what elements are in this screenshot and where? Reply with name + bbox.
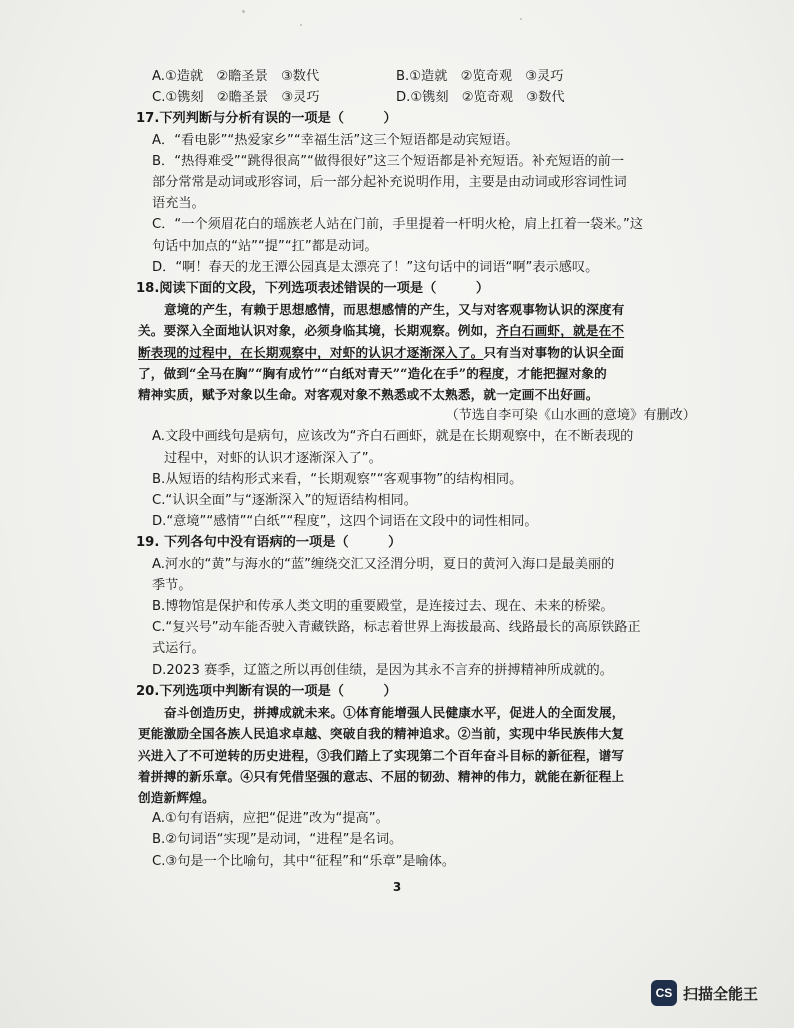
q19-option-b: B.博物馆是保护和传承人类文明的重要殿堂，是连接过去、现在、未来的桥梁。 <box>152 599 614 615</box>
q18-option-d: D.“意境”“感情”“白纸”“程度”，这四个词语在文段中的词性相同。 <box>152 514 538 530</box>
q20-option-c: C.③句是一个比喻句，其中“征程”和“乐章”是喻体。 <box>152 853 456 869</box>
q17-title: 17.下列判断与分析有误的一项是（ ） <box>136 111 397 127</box>
q17-option-b-line2: 部分常常是动词或形容词，后一部分起补充说明作用，主要是由动词或形容词性词 <box>152 175 627 191</box>
q19-option-a-line2: 季节。 <box>152 577 192 593</box>
q19-title: 19. 下列各句中没有语病的一项是（ ） <box>136 535 402 551</box>
q20-option-a: A.①句有语病，应把“促进”改为“提高”。 <box>152 811 389 827</box>
q18-passage-line1: 意境的产生，有赖于思想感情，而思想感情的产生，又与对客观事物认识的深度有 <box>164 302 625 318</box>
q18-passage-line3-text: 只有当对事物的认识全面 <box>483 344 625 360</box>
q19-option-a-line1: A.河水的“黄”与海水的“蓝”缠绕交汇又泾渭分明，夏日的黄河入海口是最美丽的 <box>152 556 615 572</box>
q17-option-b-line3: 语充当。 <box>152 196 205 212</box>
q16-option-c: C.①镌刻 ②瞻圣景 ③灵巧 <box>152 90 320 106</box>
q18-option-b: B.从短语的结构形式来看，“长期观察”“客观事物”的结构相同。 <box>152 471 523 487</box>
q19-option-d: D.2023 赛季，辽篮之所以再创佳绩，是因为其永不言弃的拼搏精神所成就的。 <box>152 662 613 678</box>
camscanner-logo-icon: CS <box>651 980 677 1006</box>
q19-option-c-line2: 式运行。 <box>152 641 205 657</box>
exam-content <box>138 66 698 872</box>
watermark-text: 扫描全能王 <box>682 984 758 1003</box>
q18-option-a-line1: A.文段中画线句是病句，应该改为“齐白石画虾，就是在长期观察中，在不断表现的 <box>152 429 634 445</box>
q18-title: 18.阅读下面的文段，下列选项表述错误的一项是（ ） <box>136 281 490 297</box>
q17-option-b-line1: B．“热得难受”“跳得很高”“做得很好”这三个短语都是补充短语。补充短语的前一 <box>152 153 625 169</box>
q20-passage-line3: 兴进入了不可逆转的历史进程，③我们踏上了实现第二个百年奋斗目标的新征程，谱写 <box>138 747 625 763</box>
q16-options-row-2 <box>138 87 698 108</box>
q20-passage-line2: 更能激励全国各族人民追求卓越、突破自我的精神追求。②当前，实现中华民族伟大复 <box>138 726 625 742</box>
q19-option-c-line1: C.“复兴号”动车能否驶入青藏铁路，标志着世界上海拔最高、线路最长的高原铁路正 <box>152 620 641 636</box>
scan-speck <box>520 18 522 20</box>
page-number: 3 <box>392 880 402 894</box>
q20-option-b: B.②句词语“实现”是动词，“进程”是名词。 <box>152 832 403 848</box>
q16-option-b: B.①造就 ②览奇观 ③灵巧 <box>396 69 564 84</box>
q18-passage-line4: 了，做到“全马在胸”“胸有成竹”“白纸对青天”“造化在手”的程度，才能把握对象的 <box>138 365 607 381</box>
q16-options-row-1 <box>138 66 698 87</box>
q20-passage-line1: 奋斗创造历史，拼搏成就未来。①体育能增强人民健康水平，促进人的全面发展， <box>164 705 625 721</box>
q16-option-a: A.①造就 ②瞻圣景 ③数代 <box>152 69 320 84</box>
q17-option-c-line2: 句话中加点的“站”“提”“扛”都是动词。 <box>152 238 378 254</box>
q18-passage-line2 <box>138 320 698 341</box>
q18-option-a-line2: 过程中，对虾的认识才逐渐深入了”。 <box>164 450 382 466</box>
q18-option-c: C.“认识全面”与“逐渐深入”的短语结构相同。 <box>152 493 417 509</box>
q18-passage-line3 <box>138 342 698 363</box>
q18-underlined-sentence-part1: 齐白石画虾，就是在不 <box>496 323 625 339</box>
q17-option-d: D．“啊！春天的龙王潭公园真是太漂亮了！”这句话中的词语“啊”表示感叹。 <box>152 259 599 275</box>
q20-title: 20.下列选项中判断有误的一项是（ ） <box>136 683 397 699</box>
q18-source: （节选自李可染《山水画的意境》有删改） <box>445 408 696 424</box>
q17-option-a: A．“看电影”“热爱家乡”“幸福生活”这三个短语都是动宾短语。 <box>152 132 519 148</box>
q18-passage-line2-text: 关。要深入全面地认识对象，必须身临其境，长期观察。例如， <box>138 323 497 339</box>
scan-speck <box>242 10 245 13</box>
camscanner-watermark <box>651 980 758 1006</box>
q18-passage-line5: 精神实质，赋予对象以生命。对客观对象不熟悉或不太熟悉，就一定画不出好画。 <box>138 387 599 403</box>
scan-speck <box>300 24 302 26</box>
q20-passage-line5: 创造新辉煌。 <box>138 789 215 805</box>
q18-underlined-sentence-part2: 断表现的过程中，在长期观察中，对虾的认识才逐渐深入了。 <box>138 344 484 360</box>
q16-option-d: D.①镌刻 ②览奇观 ③数代 <box>396 90 565 106</box>
q20-passage-line4: 着拼搏的新乐章。④只有凭借坚强的意志、不屈的韧劲、精神的伟力，就能在新征程上 <box>138 768 625 784</box>
q17-option-c-line1: C．“一个须眉花白的瑶族老人站在门前，手里提着一杆明火枪，肩上扛着一袋米。”这 <box>152 217 644 233</box>
